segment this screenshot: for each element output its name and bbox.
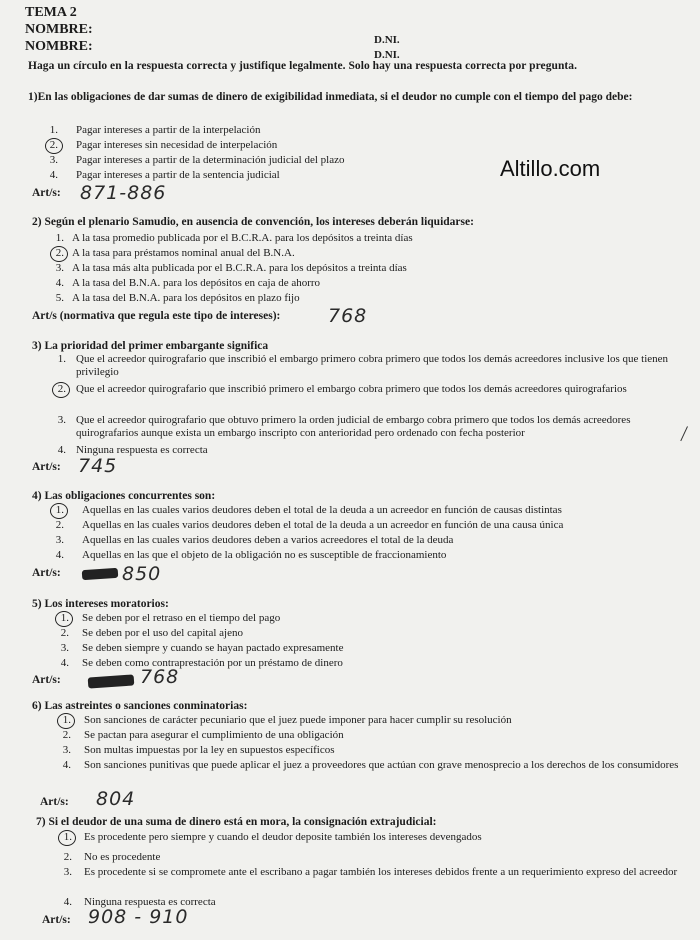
nombre-label-1: NOMBRE:	[25, 22, 93, 37]
option-number: 1.	[62, 714, 71, 726]
watermark: Altillo.com	[500, 156, 601, 181]
question-title: 6) Las astreintes o sanciones conminatorias:	[32, 700, 248, 712]
art-label: Art/s (normativa que regula este tipo de intereses):	[32, 310, 281, 322]
handwritten-answer: 850	[122, 563, 162, 585]
option-number: 3.	[62, 744, 71, 756]
crossed-out-scribble	[82, 568, 119, 580]
option-text: Pagar intereses a partir de la determinación judicial del plazo	[76, 154, 345, 166]
option-text: Pagar intereses a partir de la sentencia judicial	[76, 169, 280, 181]
option-text: Se deben como contraprestación por un préstamo de dinero	[82, 657, 343, 669]
question-title: 4) Las obligaciones concurrentes son:	[32, 490, 216, 502]
option-number: 1.	[55, 504, 64, 516]
question-title: 2) Según el plenario Samudio, en ausencia de convención, los intereses deberán liquidarse:	[32, 216, 474, 228]
crossed-out-scribble	[88, 674, 135, 688]
art-label: Art/s:	[32, 674, 61, 686]
option-text: A la tasa promedio publicada por el B.C.R.A. para los depósitos a treinta días	[72, 232, 413, 244]
option-number: 4.	[55, 277, 64, 289]
option-text: Aquellas en las cuales varios deudores deben el total de la deuda a un acreedor en función de una causa única	[82, 519, 564, 531]
question-title: 1)En las obligaciones de dar sumas de dinero de exigibilidad inmediata, si el deudor no cumple con el tiempo del pago debe:	[28, 91, 633, 103]
option-number: 2.	[63, 851, 72, 863]
tema-label: TEMA 2	[25, 5, 77, 20]
option-text: Se pactan para asegurar el cumplimiento de una obligación	[84, 729, 344, 741]
option-number: 3.	[63, 866, 72, 878]
handwritten-answer: 768	[140, 666, 180, 688]
option-number: 2.	[62, 729, 71, 741]
handwritten-answer: 804	[96, 788, 136, 810]
option-number: 2.	[57, 383, 66, 395]
option-text: Ninguna respuesta es correcta	[84, 896, 216, 908]
art-label: Art/s:	[32, 461, 61, 473]
dni-label-2: D.NI.	[374, 49, 400, 61]
option-text: Que el acreedor quirografario que obtuvo primero la orden judicial de embargo cobra primero que todos los demás acreedores quirografarios aunque exista un embargo inscripto con anterioridad pero ordenado con fecha posterior	[76, 414, 631, 439]
option-number: 4.	[57, 444, 66, 456]
option-number: 1.	[49, 124, 58, 136]
option-text: A la tasa del B.N.A. para los depósitos en caja de ahorro	[72, 277, 321, 289]
art-label: Art/s:	[32, 187, 61, 199]
option-text: Se deben por el uso del capital ajeno	[82, 627, 243, 639]
option-number: 3.	[55, 534, 64, 546]
option-number: 2.	[55, 519, 64, 531]
option-number: 4.	[55, 549, 64, 561]
nombre-label-2: NOMBRE:	[25, 39, 93, 54]
option-text: Ninguna respuesta es correcta	[76, 444, 208, 456]
option-text: Que el acreedor quirografario que inscribió primero el embargo cobra primero que todos los demás acreedores quirografarios	[76, 383, 627, 395]
option-text: Pagar intereses sin necesidad de interpelación	[76, 139, 278, 151]
option-number: 3.	[55, 262, 64, 274]
option-number: 4.	[62, 759, 71, 771]
option-number: 3.	[60, 642, 69, 654]
handwritten-answer: 745	[78, 455, 118, 477]
option-number: 3.	[57, 414, 66, 426]
option-text: Son sanciones de carácter pecuniario que el juez puede imponer para hacer cumplir su resolución	[84, 714, 512, 726]
option-text: No es procedente	[84, 851, 161, 863]
art-label: Art/s:	[32, 567, 61, 579]
option-text: Aquellas en las cuales varios deudores deben el total de la deuda a un acreedor en función de causas distintas	[82, 504, 562, 516]
art-label: Art/s:	[42, 914, 71, 926]
option-text: Se deben por el retraso en el tiempo del pago	[82, 612, 281, 624]
option-number: 4.	[60, 657, 69, 669]
option-text: Son sanciones punitivas que puede aplicar el juez a proveedores que actúan con grave menosprecio a los derechos de los consumidores	[84, 759, 679, 771]
option-number: 5.	[55, 292, 64, 304]
option-number: 2.	[60, 627, 69, 639]
option-text: Es procedente pero siempre y cuando el deudor deposite también los intereses devengados	[84, 831, 482, 843]
question-title: 3) La prioridad del primer embargante significa	[32, 340, 269, 352]
option-number: 4.	[63, 896, 72, 908]
handwritten-answer: 871-886	[80, 182, 167, 204]
option-text: A la tasa más alta publicada por el B.C.R.A. para los depósitos a treinta días	[72, 262, 407, 274]
handwritten-answer: 908 - 910	[88, 906, 189, 928]
art-label: Art/s:	[40, 796, 69, 808]
option-number: 3.	[49, 154, 58, 166]
question-title: 7) Si el deudor de una suma de dinero está en mora, la consignación extrajudicial:	[36, 816, 437, 828]
option-text: A la tasa del B.N.A. para los depósitos en plazo fijo	[72, 292, 300, 304]
question-title: 5) Los intereses moratorios:	[32, 598, 169, 610]
option-text: Aquellas en las cuales varios deudores deben a varios acreedores el total de la deuda	[82, 534, 454, 546]
option-number: 2.	[55, 247, 64, 259]
option-number: 1.	[55, 232, 64, 244]
handwritten-answer: 768	[328, 305, 368, 327]
option-number: 1.	[63, 831, 72, 843]
option-number: 1.	[57, 353, 66, 365]
option-text: Pagar intereses a partir de la interpelación	[76, 124, 261, 136]
option-text: A la tasa para préstamos nominal anual del B.N.A.	[72, 247, 295, 259]
option-number: 4.	[49, 169, 58, 181]
option-text: Que el acreedor quirografario que inscribió el embargo primero cobra primero que todos los demás acreedores inclusive los que tienen privilegio	[76, 353, 669, 378]
instructions: Haga un círculo en la respuesta correcta y justifique legalmente. Solo hay una respuesta correcta por pregunta.	[28, 60, 578, 72]
option-text: Son multas impuestas por la ley en supuestos específicos	[84, 744, 335, 756]
dni-label-1: D.NI.	[374, 34, 400, 46]
option-text: Se deben siempre y cuando se hayan pactado expresamente	[82, 642, 344, 654]
option-text: Aquellas en las que el objeto de la obligación no es susceptible de fraccionamiento	[82, 549, 447, 561]
option-number: 1.	[60, 612, 69, 624]
option-text: Es procedente si se compromete ante el escribano a pagar también los intereses debidos frente a un requerimiento expreso del acreedor	[84, 866, 678, 878]
option-number: 2.	[49, 139, 58, 151]
